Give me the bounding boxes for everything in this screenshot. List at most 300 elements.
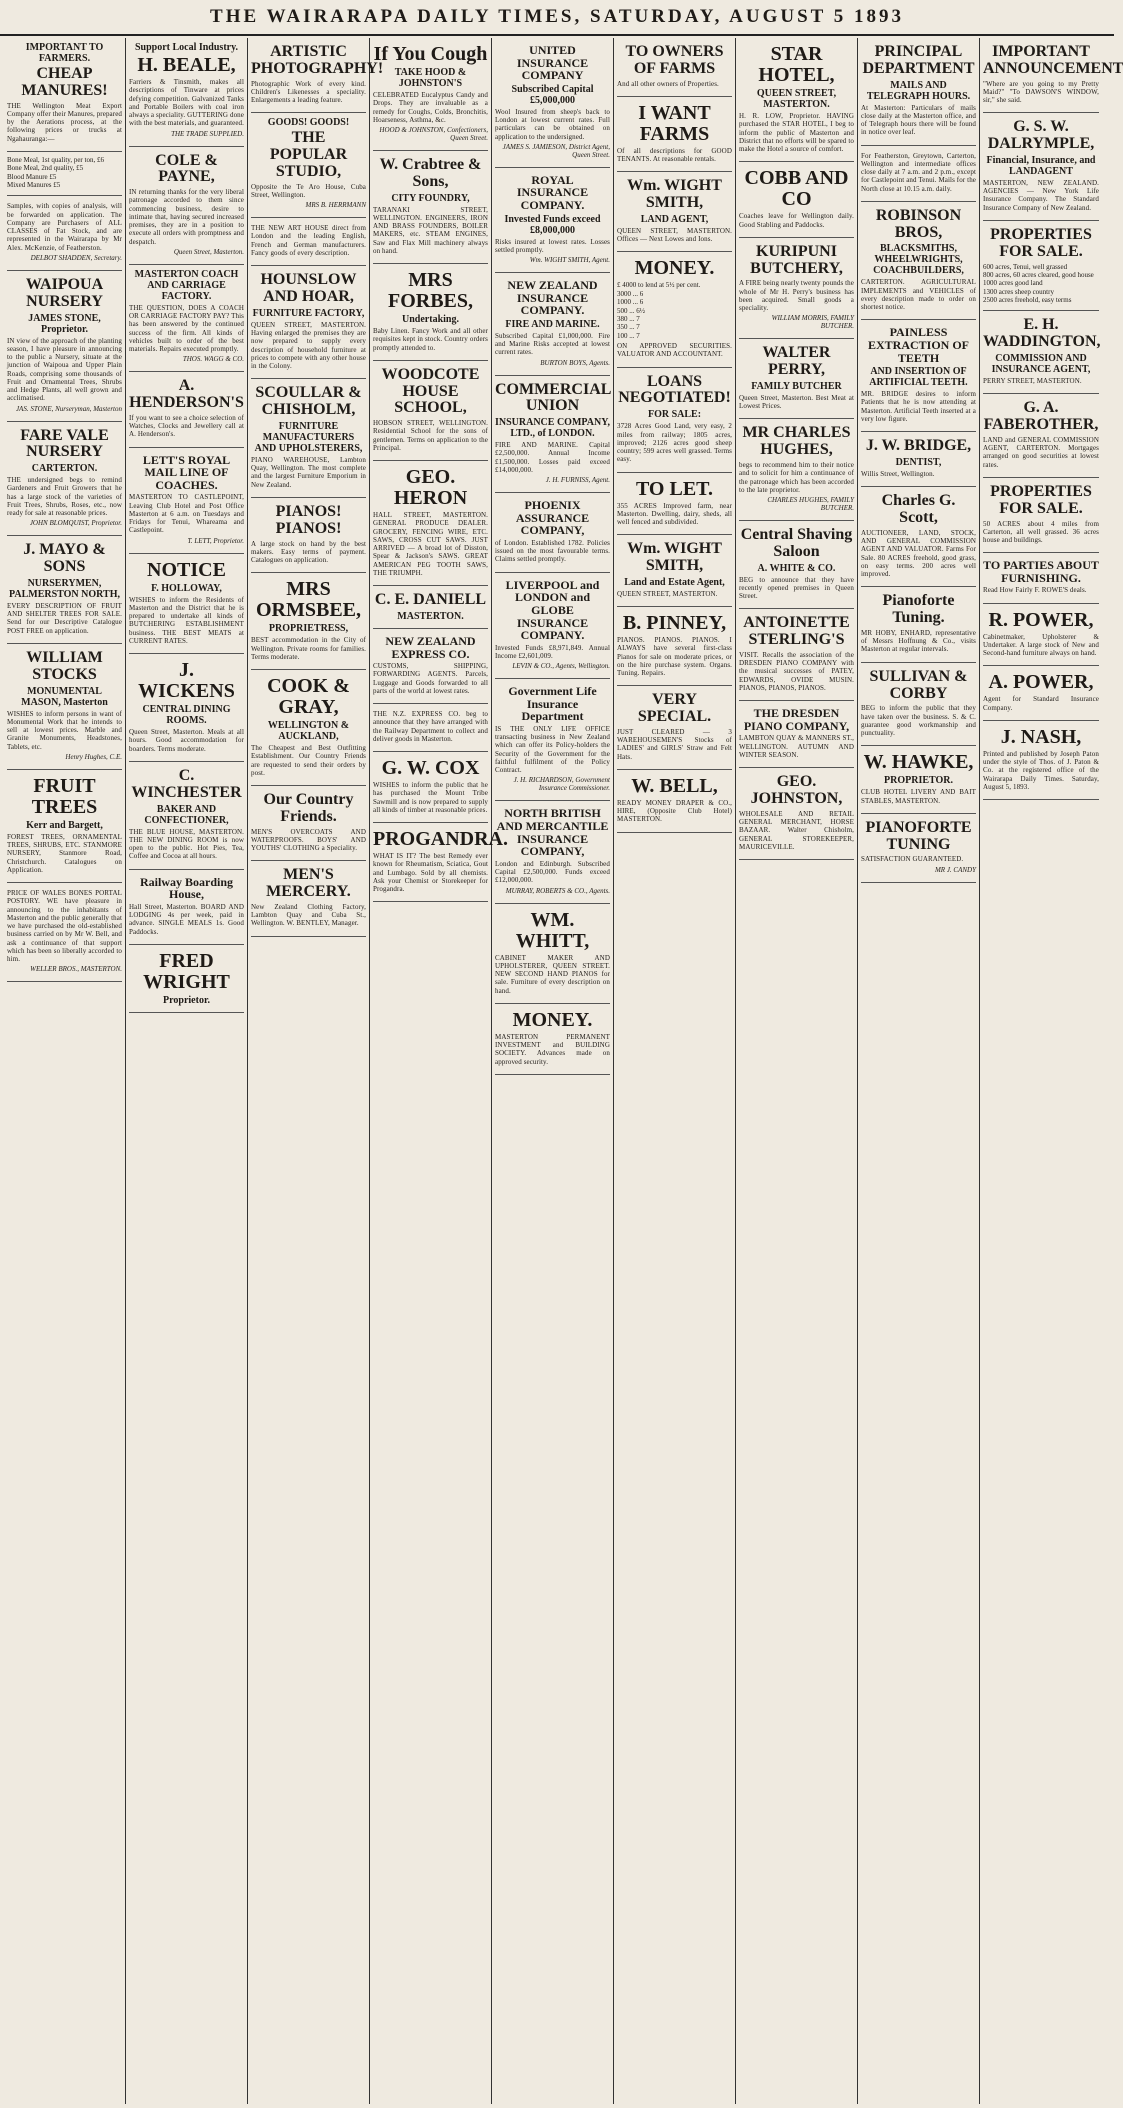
ad-body: THE undersigned begs to remind Gardeners and Fruit Growers that he has a large stock of the varieties of Fruit Trees, Shrubs, Roses, etc., now ready for sale at reasonable prices. [7,476,122,518]
advertisement [251,379,366,498]
ad-title: COBB AND CO [744,167,849,211]
advertisement [7,271,122,422]
ad-body: Cabinetmaker, Upholsterer & Undertaker. A large stock of New and Second-hand furniture always on hand. [983,632,1099,658]
ad-title: PRINCIPAL DEPARTMENT [862,43,975,77]
ad-subtitle: COMMISSION AND INSURANCE AGENT, [991,353,1091,376]
advertisement [495,573,610,679]
ad-body: CARTERTON. AGRICULTURAL IMPLEMENTS and VEHICLES of every description made to order on shortest notice. [861,278,976,312]
ad-title: WILLIAM STOCKS [26,648,103,683]
ad-title: FRED WRIGHT [143,949,230,993]
advertisement [617,535,732,607]
advertisement [739,38,854,162]
ad-body: Coaches leave for Wellington daily. Good Stabling and Paddocks. [739,212,854,229]
ad-body: BEG to announce that they have recently opened premises in Queen Street. [739,575,854,601]
ad-title: W. Crabtree & Sons, [379,156,482,190]
ad-body: H. R. LOW, Proprietor. HAVING purchased the STAR HOTEL, I beg to inform the public of Masterton and District that no efforts will be spared to make the Hotel a source of comfort. [739,112,854,153]
ad-signature: MURRAY, ROBERTS & CO., Agents. [505,886,610,895]
ad-kicker: MASTERTON COACH AND CARRIAGE FACTORY. [134,268,239,302]
ad-body: THE NEW ART HOUSE direct from London and the leading English, French and German manufacturers. Fancy goods of every description. [251,224,366,257]
ad-body: QUEEN STREET, MASTERTON. Offices — Next Lowes and Ions. [617,226,732,244]
ad-subtitle: FURNITURE MANUFACTURERS AND UPHOLSTERERS, [254,420,363,454]
ad-subtitle: A. WHITE & CO. [757,562,836,574]
ad-body: 3728 Acres Good Land, very easy, 2 miles from railway; 1805 acres, improved; 2126 acres good sheep country; 599 acres well grassed. Terms easy. [617,422,732,464]
advertisement [617,252,732,367]
ad-title: G. S. W. DALRYMPLE, [987,118,1095,153]
ad-body: Farriers & Tinsmith, makes all descriptions of Tinware at prices defying competition. Galvanized Tanks and Portable Boilers with coal iron always a speciality. GUTTERING done with the best materials, and guaranteed. [129,78,244,128]
ad-body: LAND and GENERAL COMMISSION AGENT, CARTERTON. Mortgages arranged on good securities at lowest rates. [983,435,1099,469]
ad-title: H. BEALE, [137,54,236,76]
ad-list-item: 600 acres, Tenui, well grassed [983,262,1068,271]
ad-subtitle: Subscribed Capital £5,000,000 [511,83,594,106]
ad-subtitle: FURNITURE FACTORY, [252,307,365,319]
ad-body: Agent for Standard Insurance Company. [983,695,1099,712]
advertisement [129,945,244,1013]
ad-body: QUEEN STREET, MASTERTON. [617,589,718,598]
advertisement [7,422,122,537]
ad-body: MR HOBY, ENHARD, representative of Messrs Hoffnung & Co., visits Masterton at regular intervals. [861,628,976,654]
ad-title: PIANOS! PIANOS! [275,502,342,537]
ad-body: Queen Street, Masterton. Best Meat at Lowest Prices. [739,393,854,411]
ad-body: New Zealand Clothing Factory, Lambton Quay and Cuba St., Wellington. W. BENTLEY, Manager. [251,902,366,928]
ad-body: AUCTIONEER, LAND, STOCK, AND GENERAL COMMISSION AGENT AND VALUATOR. Farms For Sale. 80 ACRES freehold, good grass, on easy terms. 200 acres well improved. [861,528,976,579]
ad-title: J. MAYO & SONS [23,541,106,576]
advertisement [739,339,854,419]
ad-subtitle: Financial, Insurance, and LANDAGENT [986,154,1096,177]
ad-title: COOK & GRAY, [267,675,350,719]
ad-body: MASTERTON PERMANENT INVESTMENT and BUILDING SOCIETY. Advances made on approved security. [495,1032,610,1066]
advertisement [7,770,122,883]
ad-title: NOTICE [147,558,226,581]
ad-title: Wm. WIGHT SMITH, [627,177,722,212]
advertisement [739,768,854,860]
advertisement [617,97,732,173]
ad-body: A FIRE being nearly twenty pounds the whole of Mr H. Perry's business has been acquired. Small goods a speciality. [739,279,854,313]
ad-body: Samples, with copies of analysis, will be forwarded on application. The Company are Purchasers of ALL CLASSES of Fat Stock, and are represented in the Wairarapa by Mr Alex. McKenzie, of Featherston. [7,202,122,252]
ad-body: Baby Linen. Fancy Work and all other requisites kept in stock. Country orders promptly attended to. [373,327,488,352]
newspaper-title: THE WAIRARAPA DAILY TIMES, SATURDAY, AUGUST 5 1893 [210,6,904,27]
column-6 [614,38,736,2104]
advertisement [251,861,366,936]
ad-list-item: Bone Meal, 1st quality, per ton, £6 [7,155,104,164]
ad-title: A. POWER, [988,671,1094,694]
advertisement [617,770,732,833]
advertisement [495,273,610,376]
advertisement [251,218,366,266]
advertisement [129,147,244,265]
ad-title: G. W. COX [381,757,480,780]
advertisement [251,498,366,573]
ad-subtitle: FIRE AND MARINE. [505,318,600,330]
ad-title: LOANS NEGOTIATED! [618,372,731,407]
ad-title: LETT'S ROYAL MAIL LINE OF COACHES. [142,452,231,492]
advertisement [495,493,610,573]
ad-title: I WANT FARMS [638,101,711,145]
ad-subtitle: FOR SALE: [647,409,702,421]
column-2 [126,38,248,2104]
advertisement [129,372,244,447]
ad-title: SCOULLAR & CHISHOLM, [255,384,362,419]
ad-subtitle: BLACKSMITHS, WHEELWRIGHTS, COACHBUILDERS, [873,243,964,277]
advertisement [129,554,244,655]
advertisement [495,904,610,1004]
ad-signature: T. LETT, Proprietor. [187,536,244,545]
ad-list-item: £ 4000 to lend at 5½ per cent. [617,281,701,290]
ad-title: A. HENDERSON'S [129,377,244,412]
ad-body: Photographic Work of every kind. Children's Likenesses a speciality. Enlargements a leading feature. [251,79,366,105]
advertisement [7,38,122,152]
ad-kicker: IMPORTANT TO FARMERS. [25,42,104,64]
advertisement [983,113,1099,221]
ad-title: COLE & PAYNE, [155,151,218,186]
ad-subtitle: PROPRIETOR. [884,775,953,787]
advertisement [861,202,976,321]
ad-body: begs to recommend him to their notice and to solicit for him a continuance of the patronage which has been accorded to the late proprietor. [739,461,854,494]
ad-body: Of all descriptions for GOOD TENANTS. At reasonable rentals. [617,146,732,164]
ad-title: Our Country Friends. [263,791,354,825]
advertisement [129,265,244,373]
ad-body: THE QUESTION, DOES A COACH OR CARRIAGE FACTORY PAY? This has been answered by the continued success of the firm. All kinds of vehicles built to order of the best materials. Repairs executed promptly. [129,303,244,354]
ad-title: C. WINCHESTER [131,766,242,801]
ad-body: BEG to inform the public that they have taken over the business. S. & C. guarantee good workmanship and punctuality. [861,704,976,738]
ad-signature: BURTON BOYS, Agents. [540,358,610,367]
ad-body: 50 ACRES about 4 miles from Carterton, all well grassed. 36 acres house and buildings. [983,519,1099,545]
ad-title: B. PINNEY, [622,612,727,635]
ad-list-item: 1000 ... 6 [617,298,644,307]
advertisement [373,752,488,823]
ad-title: WM. WHITT, [515,908,590,952]
advertisement [373,704,488,752]
ad-body: THE Wellington Meat Export Company offer their Manures, prepared by the Aerations process, at the following prices or trucks at Ngahauranga:— [7,101,122,143]
ad-title: C. E. DANIELL [374,591,487,609]
ad-body: FOREST TREES, ORNAMENTAL TREES, SHRUBS, ETC. STANMORE NURSERY, Stanmore Road, Christchurch. Catalogues on Application. [7,832,122,874]
ad-subtitle: F. HOLLOWAY, [151,582,222,594]
column-4 [370,38,508,2104]
ad-title: KURIPUNI BUTCHERY, [750,242,843,277]
ad-title: WOODCOTE HOUSE SCHOOL, [381,365,480,417]
ad-body: CUSTOMS, SHIPPING, FORWARDING AGENTS. Parcels, Luggage and Goods forwarded to all parts of the world at lowest rates. [373,662,488,695]
ad-body: HOBSON STREET, WELLINGTON. Residential School for the sons of gentlemen. Terms on application to the Principal. [373,419,488,452]
ad-body: IN returning thanks for the very liberal patronage accorded to them since commencing business, desire to intimate that, having secured increased premises, they are in a position to execute all orders with promptness and despatch. [129,188,244,246]
ad-kicker: GOODS! GOODS! [267,117,350,129]
ad-signature: Wm. WIGHT SMITH, Agent. [529,256,610,265]
ad-title: VERY SPECIAL. [637,691,712,726]
ad-list-item: Blood Manure £5 [7,172,57,181]
ad-subtitle: INSURANCE COMPANY, LTD., of LONDON. [495,417,611,440]
ad-list-item: 800 acres, 60 acres cleared, good house [983,270,1094,279]
ad-title: NEW ZEALAND INSURANCE COMPANY. [507,278,598,318]
ad-title: PROPERTIES FOR SALE. [990,225,1092,260]
ad-body: QUEEN STREET, MASTERTON. Having enlarged the premises they are now prepared to supply every description of household furniture at prices to compete with any other house in the Colony. [251,320,366,371]
ad-subtitle: NURSERYMEN, PALMERSTON NORTH, [9,577,120,600]
ad-list-item: 380 ... 7 [617,315,640,323]
advertisement [861,38,976,146]
ad-title: MRS FORBES, [387,269,474,313]
ad-title: THE POPULAR STUDIO, [269,129,348,180]
advertisement [739,238,854,340]
ad-body: Wool Insured from sheep's back to London at lowest current rates. Full particulars can be obtained on application to the undersigned. [495,107,610,141]
ad-body: THE N.Z. EXPRESS CO. beg to announce that they have arranged with the Railway Department to collect and deliver goods in Masterton. [373,710,488,743]
ad-body: CELEBRATED Eucalyptus Candy and Drops. They are invaluable as a remedy for Coughs, Colds, Bronchitis, Hoarseness, Asthma, &c. [373,91,488,124]
ad-title: CHEAP MANURES! [21,65,108,99]
ad-list-item: 1000 acres good land [983,279,1043,288]
ad-title: STAR HOTEL, [758,43,835,86]
advertisement [983,221,1099,312]
ad-signature: WILLIAM MORRIS, FAMILY BUTCHER. [771,314,854,331]
ad-title: THE DRESDEN PIANO COMPANY, [743,706,850,733]
ad-signature: Queen Street, Masterton. [173,247,244,256]
ad-body: MEN'S OVERCOATS AND WATERPROOFS. BOYS' AND YOUTHS' CLOTHING a Speciality. [251,827,366,853]
ad-body: Risks insured at lowest rates. Losses settled promptly. [495,237,610,254]
advertisement [983,38,1123,113]
advertisement [861,587,976,662]
ad-title: G. A. FABEROTHER, [983,399,1099,434]
advertisement [7,644,122,770]
ad-subtitle: MONUMENTAL MASON, Masterton [21,685,108,708]
advertisement [7,152,122,197]
ad-body: Willis Street, Wellington. [861,470,935,479]
advertisement [129,762,244,870]
ad-title: Pianoforte Tuning. [882,592,955,627]
ad-body: WISHES to inform persons in want of Monumental Work that he intends to sell at lowest prices. Marble and Granite Monuments, Headstones, Tablets, etc. [7,709,122,751]
advertisement [617,473,732,536]
ad-body: MASTERTON TO CASTLEPOINT, Leaving Club Hotel and Post Office Masterton at 6 a.m. on Tuesdays and Fridays for Tenui, Whareama and Castlepoint. [129,493,244,535]
advertisement [983,604,1099,667]
ad-signature: THE TRADE SUPPLIED. [171,129,244,138]
advertisement [251,670,366,786]
ad-subtitle: MASTERTON. [397,611,464,623]
ad-subtitle: QUEEN STREET, MASTERTON. [756,88,837,110]
ad-signature: JAMES S. JAMIESON, District Agent, Queen Street. [502,142,610,159]
advertisement [129,448,244,554]
advertisement [739,701,854,768]
advertisement [739,419,854,521]
ad-title: FARE VALE NURSERY [20,426,109,461]
advertisement [373,461,488,586]
ad-title: Central Shaving Saloon [740,526,853,560]
advertisement [251,786,366,861]
ad-body: TARANAKI STREET, WELLINGTON. ENGINEERS, IRON AND BRASS FOUNDERS, BOILER MAKERS, etc. STEAM ENGINES, Saw and Flax Mill machinery always on hand. [373,205,488,255]
advertisement [251,113,366,218]
ad-body: PRICE OF WALES BONES PORTAL POSTORY. WE have pleasure in announcing to the inhabitants of Masterton and the public generally that we have purchased the old-established business carried on by Mr W. Bell, and ask a continuance of that support which has been so liberally accorded to him. [7,889,122,964]
advertisement [739,162,854,238]
ad-subtitle: Invested Funds exceed £8,000,000 [504,213,601,236]
advertisement [495,679,610,801]
ad-subtitle: BAKER AND CONFECTIONER, [144,803,229,826]
ad-title: J. W. BRIDGE, [865,437,972,455]
ad-subtitle: AND INSERTION OF ARTIFICIAL TEETH. [869,366,968,389]
ad-subtitle: TAKE HOOD & JOHNSTON'S [394,67,467,89]
ad-body: IN view of the approach of the planting season, I have pleasure in announcing to the public a Nursery, situate at the junction of Waipoua and Upper Plain Roads, comprising some thousands of Fruit and Ornamental Trees, Shrubs and Hedge Plants, all well grown and acclimatised. [7,336,122,403]
ad-body: WHOLESALE AND RETAIL GENERAL MERCHANT, HORSE BAZAAR. Walter Chisholm, GENERAL STOREKEEPER, MAURICEVILLE. [739,809,854,851]
ad-body: JUST CLEARED — 3 WAREHOUSEMEN'S Stocks of LADIES' and GIRLS' Straw and Felt Hats. [617,727,732,761]
ad-signature: DELBOT SHADDEN, Secretary. [30,253,122,262]
column-8 [858,38,980,2104]
advertisement [7,536,122,644]
advertisement [983,394,1099,478]
ad-title: ARTISTIC PHOTOGRAPHY! [251,43,384,77]
ad-list-item: 500 ... 6½ [617,306,645,315]
advertisement [373,361,488,461]
ad-list-item: 1300 acres sheep country [983,287,1054,296]
ad-body: For Featherston, Greytown, Carterton, Wellington and intermediate offices close daily at 7 a.m. and 2 p.m., except for Castlepoint and Tenui. Mails for the North close at 10.15 a.m. daily. [861,151,976,193]
masthead [0,0,1114,36]
advertisement [7,196,122,271]
ad-title: J. WICKENS [138,659,235,703]
column-9 [980,38,1123,2104]
ad-subtitle: MAILS AND TELEGRAPH HOURS. [866,79,971,102]
ad-list [983,263,1099,305]
ad-signature: J. H. RICHARDSON, Government Insurance Commissioner. [513,776,610,793]
ad-subtitle: CARTERTON. [31,463,98,475]
ad-title: TO OWNERS OF FARMS [625,43,724,77]
advertisement [861,320,976,432]
ad-title: Government Life Insurance Department [508,684,597,724]
ad-signature: JAS. STONE, Nurseryman, Masterton [15,404,122,413]
ad-title: If You Cough [373,43,488,65]
advertisement [129,38,244,147]
ad-signature: MR J. CANDY [934,865,976,874]
advertisement [861,746,976,814]
ad-title: MR CHARLES HUGHES, [742,424,851,459]
ad-body: If you want to see a choice selection of Watches, Clocks and Jewellery call at A. Henderson's. [129,413,244,439]
ad-body: CLUB HOTEL LIVERY AND BAIT STABLES, MASTERTON. [861,788,976,805]
ad-body: MASTERTON, NEW ZEALAND. AGENCIES — New York Life Insurance Company. The Standard Insurance Company of New Zealand. [983,178,1099,212]
advertisement [495,38,610,168]
ad-body: PIANO WAREHOUSE, Lambton Quay, Wellington. The most complete and the largest Furniture Emporium in New Zealand. [251,455,366,489]
ad-title: FRUIT TREES [31,774,98,818]
ad-title: W. BELL, [631,774,718,797]
ad-title: ROBINSON BROS, [875,206,962,241]
ad-title: PIANOFORTE TUNING [865,818,972,853]
ad-title: MEN'S MERCERY. [266,866,351,901]
ad-title: MONEY. [512,1008,593,1031]
ad-subtitle: Land and Estate Agent, [624,576,725,588]
ad-subtitle: LAND AGENT, [640,213,709,225]
ad-body: READY MONEY DRAPER & CO., HIRE, (Opposite Club Hotel) MASTERTON. [617,798,732,824]
advertisement [617,368,732,473]
advertisement [983,666,1099,721]
advertisement [495,801,610,903]
ad-body: VISIT. Recalls the association of the DRESDEN PIANO COMPANY with the musical successes of PATEY, EDWARDS, OVIDE MUSIN. PIANOS, PIANOS, PIANOS. [739,650,854,692]
column-1 [4,38,126,2104]
advertisement [373,38,488,151]
column-7 [736,38,858,2104]
ad-body: 355 ACRES Improved farm, near Masterton. Dwelling, dairy, sheds, all well fenced and subdivided. [617,501,732,527]
ad-signature: J. H. FURNISS, Agent. [545,476,610,485]
ad-title: MONEY. [634,257,715,280]
ad-title: PROGANDRA. [373,828,508,851]
ad-title: MRS ORMSBEE, [255,578,362,622]
ad-subtitle: DENTIST, [895,457,942,469]
ad-subtitle: Proprietor. [163,994,210,1006]
ad-body: WHAT IS IT? The best Remedy ever known for Rheumatism, Sciatica, Gout and Lumbago. Sold by all chemists. Ask your Chemist or Storekeeper for Progandra. [373,852,488,894]
advertisement [617,607,732,686]
ad-title: PAINLESS EXTRACTION OF TEETH [867,325,969,365]
ad-body: LAMBTON QUAY & MANNERS ST., WELLINGTON. AUTUMN AND WINTER SEASON. [739,734,854,759]
ad-subtitle: WELLINGTON & AUCKLAND, [267,720,350,743]
ad-signature: MRS B. HERRMANN [305,201,366,210]
advertisement [251,38,384,113]
ad-body: of London. Established 1782. Policies issued on the most favourable terms. Claims settled promptly. [495,538,610,564]
ad-body: FIRE AND MARINE. Capital £2,500,000. Annual Income £1,500,000. Losses paid exceed £14,000,000. [495,441,610,474]
ad-title: Railway Boarding House, [139,874,233,902]
ad-title: PROPERTIES FOR SALE. [990,482,1092,517]
ad-list [7,156,122,190]
ad-subtitle: CITY FOUNDRY, [391,192,470,204]
ad-subtitle: JAMES STONE, Proprietor. [28,312,101,335]
ad-title: WALTER PERRY, [762,344,831,379]
advertisement [617,686,732,770]
advertisement [373,264,488,361]
ad-title: COMMERCIAL UNION [495,380,612,415]
ad-list-item: 100 ... 7 [617,331,640,340]
advertisement [739,609,854,701]
ad-body: Invested Funds £8,971,849. Annual Income £2,601,009. [495,643,610,660]
ad-title: W. HAWKE, [863,751,974,774]
advertisement [373,151,488,264]
advertisement [861,663,976,747]
ad-title: SULLIVAN & CORBY [869,667,968,702]
ad-subtitle: CENTRAL DINING ROOMS. [142,704,231,727]
ad-body: SATISFACTION GUARANTEED. [861,855,964,864]
ad-title: GEO. JOHNSTON, [750,773,843,807]
column-5 [492,38,614,2104]
advertisement [983,478,1099,553]
advertisement [373,823,508,902]
advertisement [617,172,732,252]
ad-body: PIANOS. PIANOS. PIANOS. I ALWAYS have several first-class Pianos for sale on moderate prices, or on the hire purchase system. Organs. Tuning. Repairs. [617,636,732,678]
ad-body: HALL STREET, MASTERTON. GENERAL PRODUCE DEALER. GROCERY, FENCING WIRE, ETC. SAWS, CROSS CUT SAWS. JUST ARRIVED — A broad lot of Disston, Spear & Jackson's SAWS. GREAT AMERICAN PEG TOOTH SAWS, THE TRIUMPH. [373,511,488,577]
ad-signature: JOHN BLOMQUIST, Proprietor. [29,519,122,528]
ad-title: NORTH BRITISH AND MERCANTILE INSURANCE COMPANY, [496,806,609,859]
ad-subtitle: Undertaking. [402,314,459,326]
ad-subtitle: FAMILY BUTCHER [751,380,842,392]
advertisement [983,553,1099,603]
advertisement [861,432,976,487]
ad-title: ROYAL INSURANCE COMPANY. [516,172,589,212]
ad-title: R. POWER, [988,608,1094,631]
ad-body: WISHES to inform the public that he has purchased the Mount Tribe Sawmill and is now prepared to supply all kinds of timber at reasonable prices. [373,781,488,814]
ad-body: WISHES to inform the Residents of Masterton and the District that he is prepared to undertake all kinds of BUTCHERING ESTABLISHMENT business. THE BEST MEATS at CURRENT RATES. [129,595,244,645]
advertisement [495,376,610,494]
ad-body: MR. BRIDGE desires to inform Patients that he is now attending at Masterton. Artificial Teeth inserted at a very low figure. [861,390,976,423]
advertisement [983,311,1099,394]
ad-title: NEW ZEALAND EXPRESS CO. [385,634,476,661]
ad-title: IMPORTANT ANNOUNCEMENT [983,43,1123,77]
ad-kicker: Support Local Industry. [134,42,239,53]
ad-list-item: 2500 acres freehold, easy terms [983,296,1072,305]
ad-list-item: 350 ... 7 [617,323,640,332]
ad-subtitle: Kerr and Bargett, [26,819,103,831]
ad-body: And all other owners of Properties. [617,79,719,88]
ad-signature: HOOD & JOHNSTON, Confectioners, Queen Street. [379,126,488,142]
ad-title: WAIPOUA NURSERY [25,275,104,310]
ad-body: Hall Street, Masterton. BOARD AND LODGING 4s per week, paid in advance. SINGLE MEALS 1s. Good Paddocks. [129,902,244,936]
ad-body: London and Edinburgh. Subscribed Capital £2,500,000. Funds exceed £12,000,000. [495,859,610,885]
ad-signature: CHARLES HUGHES, FAMILY BUTCHER. [767,496,854,513]
ad-list [617,281,732,340]
advertisement [617,38,732,97]
ad-subtitle: PROPRIETRESS, [268,623,349,635]
ad-body: Printed and published by Joseph Paton under the style of Thos. of J. Paton & Co. at the registered office of the Wairarapa Daily Times. Saturday, August 5, 1893. [983,749,1099,791]
advertisement [7,883,122,982]
ad-body: BEST accommodation in the City of Wellington. Private rooms for families. Terms moderate. [251,636,366,661]
ad-signature: Henry Hughes, C.E. [65,752,122,761]
advertisement [861,814,976,883]
columns [4,38,1123,2104]
ad-body: Queen Street, Masterton. Meals at all hours. Good accommodation for boarders. Terms moderate. [129,728,244,753]
advertisement [739,521,854,609]
